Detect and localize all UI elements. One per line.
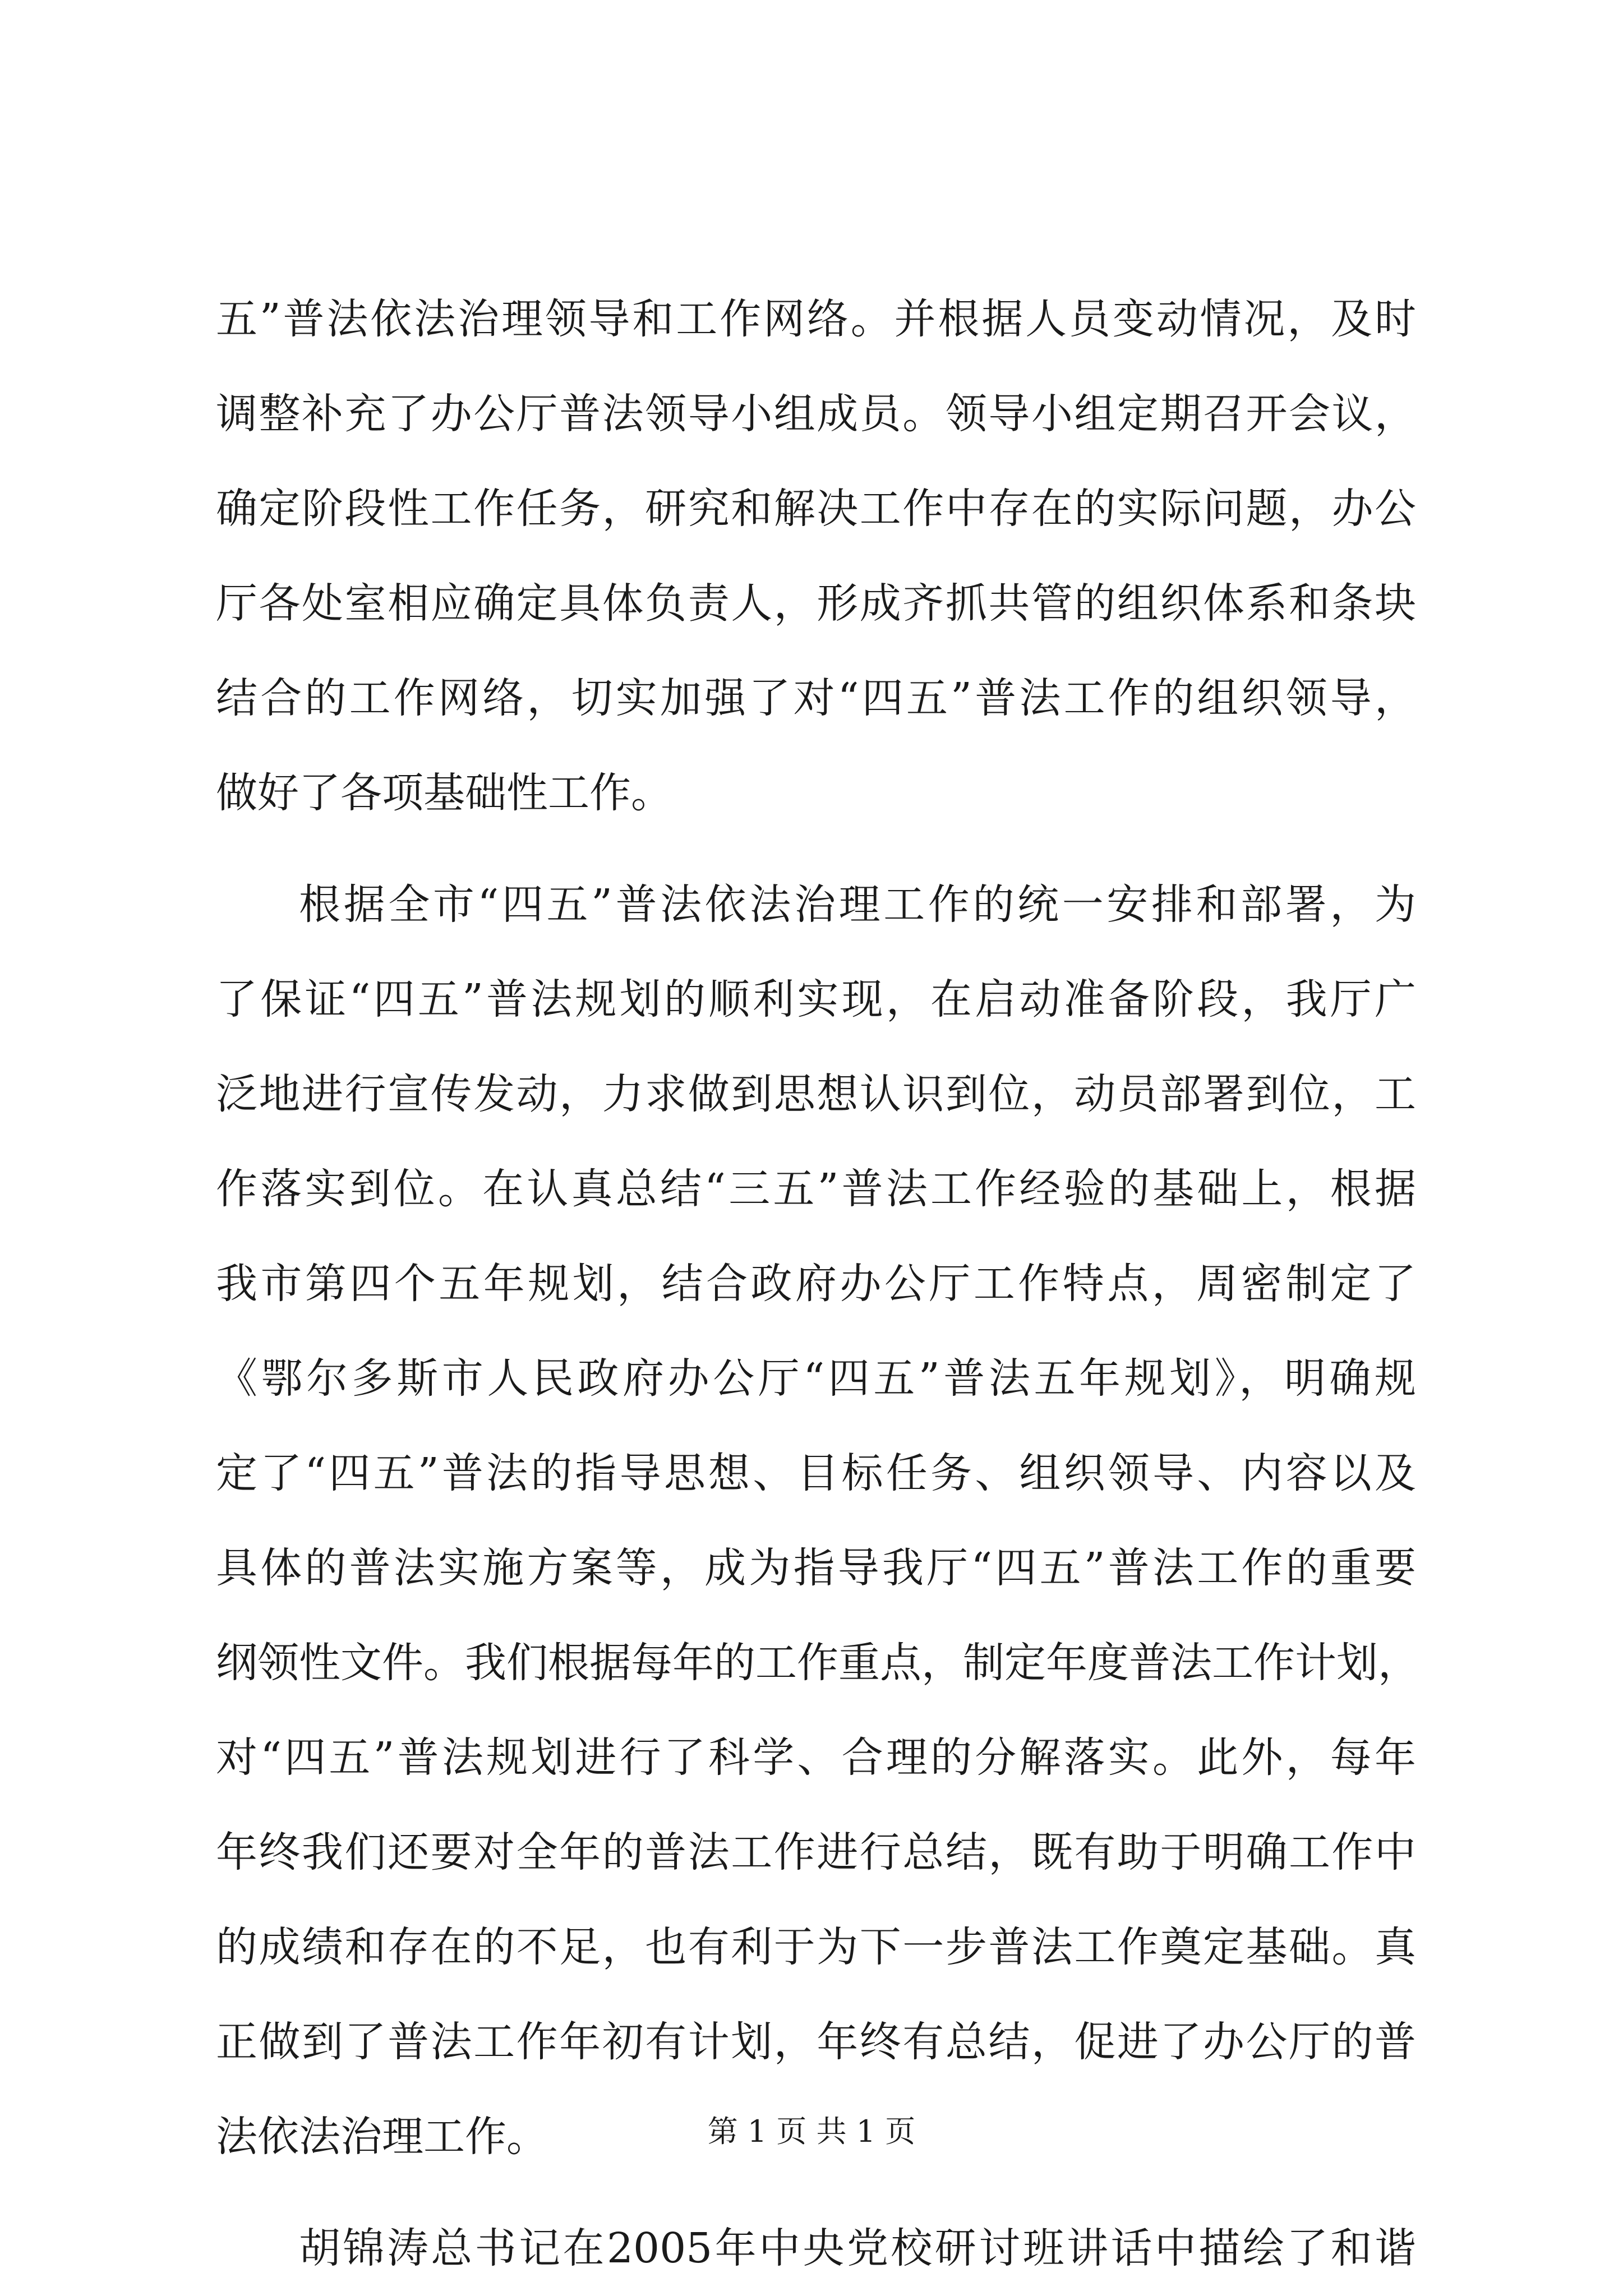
text-line: 五”普法依法治理领导和工作网络。并根据人员变动情况，及时 bbox=[216, 295, 1416, 343]
text-line: 作落实到位。在认真总结“三五”普法工作经验的基础上，根据 bbox=[216, 1165, 1416, 1213]
text-line: 对“四五”普法规划进行了科学、合理的分解落实。此外，每年 bbox=[216, 1733, 1416, 1782]
page-footer bbox=[0, 2108, 1623, 2151]
text-line: 《鄂尔多斯市人民政府办公厅“四五”普法五年规划》，明确规 bbox=[216, 1354, 1416, 1403]
text-line: 纲领性文件。我们根据每年的工作重点，制定年度普法工作计划， bbox=[216, 1639, 1419, 1687]
text-line: 正做到了普法工作年初有计划，年终有总结，促进了办公厅的普 bbox=[216, 2018, 1416, 2066]
text-line: 的成绩和存在的不足，也有利于为下一步普法工作奠定基础。真 bbox=[216, 1923, 1416, 1971]
text-line: 我市第四个五年规划，结合政府办公厅工作特点，周密制定了 bbox=[216, 1260, 1416, 1308]
paragraph bbox=[216, 2201, 1416, 2296]
paragraph bbox=[216, 272, 1416, 841]
text-line: 厅各处室相应确定具体负责人，形成齐抓共管的组织体系和条块 bbox=[216, 579, 1416, 628]
text-line: 做好了各项基础性工作。 bbox=[216, 769, 672, 817]
text-line: 年终我们还要对全年的普法工作进行总结，既有助于明确工作中 bbox=[216, 1828, 1416, 1877]
text-line: 了保证“四五”普法规划的顺利实现，在启动准备阶段，我厅广 bbox=[216, 975, 1416, 1023]
text-line: 定了“四五”普法的指导思想、目标任务、组织领导、内容以及 bbox=[216, 1449, 1416, 1497]
paragraph bbox=[216, 857, 1419, 2184]
text-line: 调整补充了办公厅普法领导小组成员。领导小组定期召开会议， bbox=[216, 390, 1416, 438]
text-line: 根据全市“四五”普法依法治理工作的统一安排和部署，为 bbox=[299, 880, 1416, 929]
text-line: 法依法治理工作。 bbox=[216, 2113, 548, 2161]
text-line: 确定阶段性工作任务，研究和解决工作中存在的实际问题，办公 bbox=[216, 485, 1416, 533]
page-number-label: 第 1 页 共 1 页 bbox=[707, 2114, 916, 2149]
text-line: 结合的工作网络，切实加强了对“四五”普法工作的组织领导， bbox=[216, 674, 1416, 722]
text-line: 胡锦涛总书记在2005年中央党校研讨班讲话中描绘了和谐 bbox=[299, 2224, 1416, 2272]
document-body bbox=[216, 272, 1419, 2296]
text-line: 泛地进行宣传发动，力求做到思想认识到位，动员部署到位，工 bbox=[216, 1070, 1416, 1118]
text-line: 具体的普法实施方案等，成为指导我厅“四五”普法工作的重要 bbox=[216, 1544, 1416, 1592]
